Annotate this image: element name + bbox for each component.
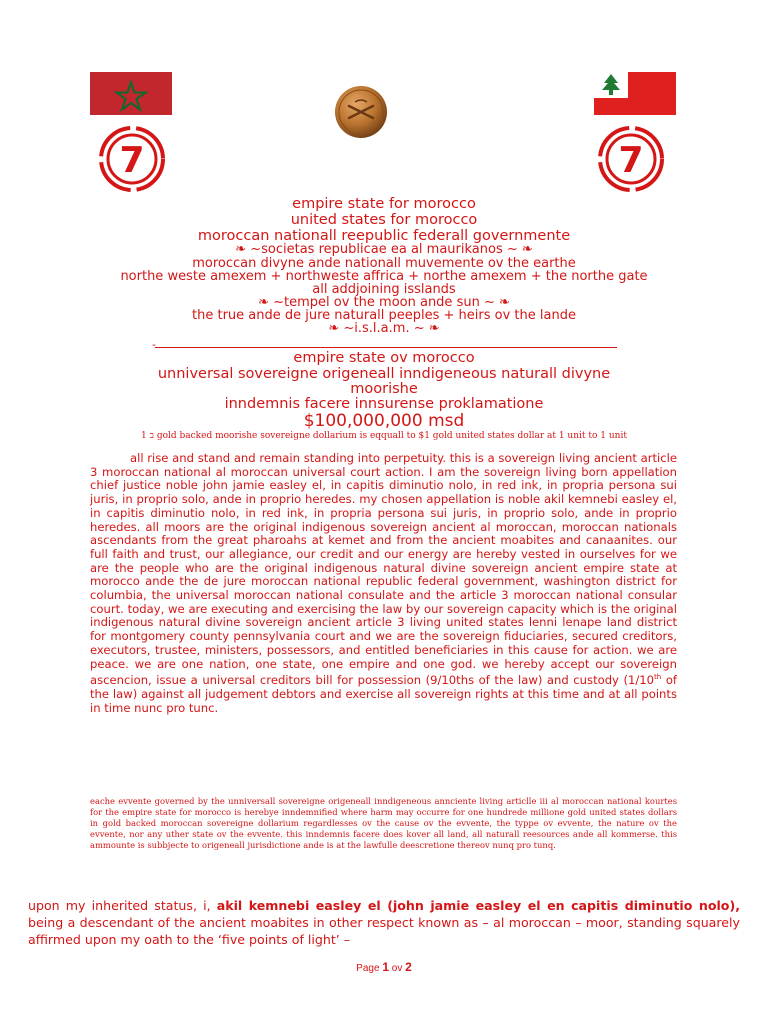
status-paragraph — [28, 897, 740, 948]
number-seven-badge-icon — [597, 125, 665, 193]
header-line — [0, 243, 768, 257]
header-line: moroccan divyne ande nationall muvemente ov the earthe — [192, 256, 576, 271]
header-line: the true ande de jure naturall peeples + heirs ov the lande — [192, 308, 576, 323]
amount-title: $100,000,000 msd — [303, 411, 465, 431]
header-line-text: ~tempel ov the moon ande sun ~ — [273, 295, 495, 310]
main-paragraph-text: all rise and stand and remain standing into perpetuity. this is a sovereign living ancient article 3 moroccan national al moroccan universal court action. I am the sovereign living born appellation chief justice noble john jamie easley el, in capitis diminutio nolo, in red ink, in propria persona sui juris, in proprio solo, ande in proprio heredes. my chosen appellation is noble akil kemnebi easley el, in capitis diminutio nolo, in red ink, in propria persona sui juris, in proprio solo, ande in proprio heredes. all moors are the original indigenous sovereign ancient al moroccan, moroccan nationals ascendants from the great pharoahs at kemet and from the ancient moabites and canaanites. our full faith and trust, our allegiance, our credit and our energy are hereby vested in ourselves for we are the people who are the original indigenous natural divine sovereign ancient empire state at morocco ande the de jure moroccan national republic federal government, washington district for columbia, the universal moroccan national consulate and the article 3 moroccan national consular court. today, we are executing and exercising the law by our sovereign capacity which is the original indigenous natural divine sovereign ancient article 3 living united states lenni lenape land district for montgomery county pennsylvania court and we are the sovereign fiduciaries, secured creditors, executors, trustee, ministers, possessors, and entitled beneficiaries in this cause for action. we are peace. we are one nation, one state, one empire and one god. we hereby accept our sovereign ascencion, issue a universal creditors bill for possession (9/10ths of the law) and custody (1/10 — [90, 451, 677, 688]
header-line: united states for morocco — [290, 212, 478, 228]
main-paragraph — [90, 452, 677, 715]
badge-number: 7 — [618, 140, 644, 181]
header-line: moroccan nationall reepublic federall governmente — [197, 228, 571, 244]
title-line: moorishe — [350, 381, 418, 397]
number-seven-badge-icon — [98, 125, 166, 193]
ornament-icon: ❧ — [498, 295, 510, 310]
header-line: all addjoining isslands — [312, 282, 456, 297]
of-label: ov — [389, 963, 406, 974]
page-footer — [0, 960, 768, 974]
divider-rule — [155, 347, 617, 348]
header-line: northe weste amexem + northweste affrica + northe amexem + the northe gate — [120, 269, 648, 284]
status-rest: being a descendant of the ancient moabites in other respect known as – al moroccan – moor, standing squarely affirmed upon my oath to the ‘five points of light’ – — [28, 915, 740, 947]
copper-coin-icon — [333, 84, 389, 140]
header-line: empire state for morocco — [292, 196, 476, 212]
status-name: akil kemnebi easley el (john jamie easley el en capitis diminutio nolo), — [216, 898, 741, 913]
title-line: unniversal sovereigne origeneall inndigeneous naturall divyne — [157, 366, 611, 382]
main-paragraph-tail: of the law) against all judgement debtors and exercise all sovereign rights at this time and at all points in time nunc pro tunc. — [90, 673, 677, 715]
flag-canton — [594, 72, 628, 98]
header-line-text: ~i.s.l.a.m. ~ — [343, 321, 425, 336]
ornament-icon: ❧ — [258, 295, 269, 310]
rule-dash: - — [152, 338, 156, 351]
title-line: inndemnis facere innsurense proklamatione — [224, 396, 544, 412]
ornament-icon: ❧ — [428, 321, 440, 336]
pine-tree-flag-icon — [594, 72, 676, 115]
superscript: th — [654, 673, 662, 682]
header-line — [0, 322, 768, 336]
ornament-icon: ❧ — [328, 321, 340, 336]
ornament-icon: ❧ — [521, 242, 533, 257]
badge-number: 7 — [119, 140, 145, 181]
header-line-text: ~societas republicae ea al maurikanos ~ — [250, 242, 518, 257]
page-label: Page — [356, 963, 383, 974]
dollarium-note: 1 ב gold backed moorishe sovereigne dollarium is eqquall to $1 gold united states dollar at 1 unit to 1 unit — [141, 431, 627, 441]
status-lead: upon my inherited status, i, — [28, 898, 217, 913]
page-total: 2 — [405, 960, 412, 974]
title-line: empire state ov morocco — [293, 350, 475, 366]
morocco-flag-icon — [90, 72, 172, 115]
ornament-icon: ❧ — [235, 242, 247, 257]
indemnity-paragraph: eache evvente governed by the unniversall sovereigne origeneall inndigeneous annciente living articlle iii al moroccan national kourtes for the empire state for morocco is herebye inndemnified where harm may occurre for one hundrede millione gold united states dollars in gold backed moroccan sovereigne dollarium regardlesses ov the cause ov the evvente, the typpe ov evvente, the nature ov the evvente, nor any uther state ov the evvente. this inndemnis facere does kover all land, all naturall reesources ande all kommerse. this ammounte is subbjecte to origeneall jurisdictione ande is at the lawfulle deescretione thereov nunq pro tunq. — [90, 796, 677, 850]
page-number: 1 — [382, 960, 389, 974]
